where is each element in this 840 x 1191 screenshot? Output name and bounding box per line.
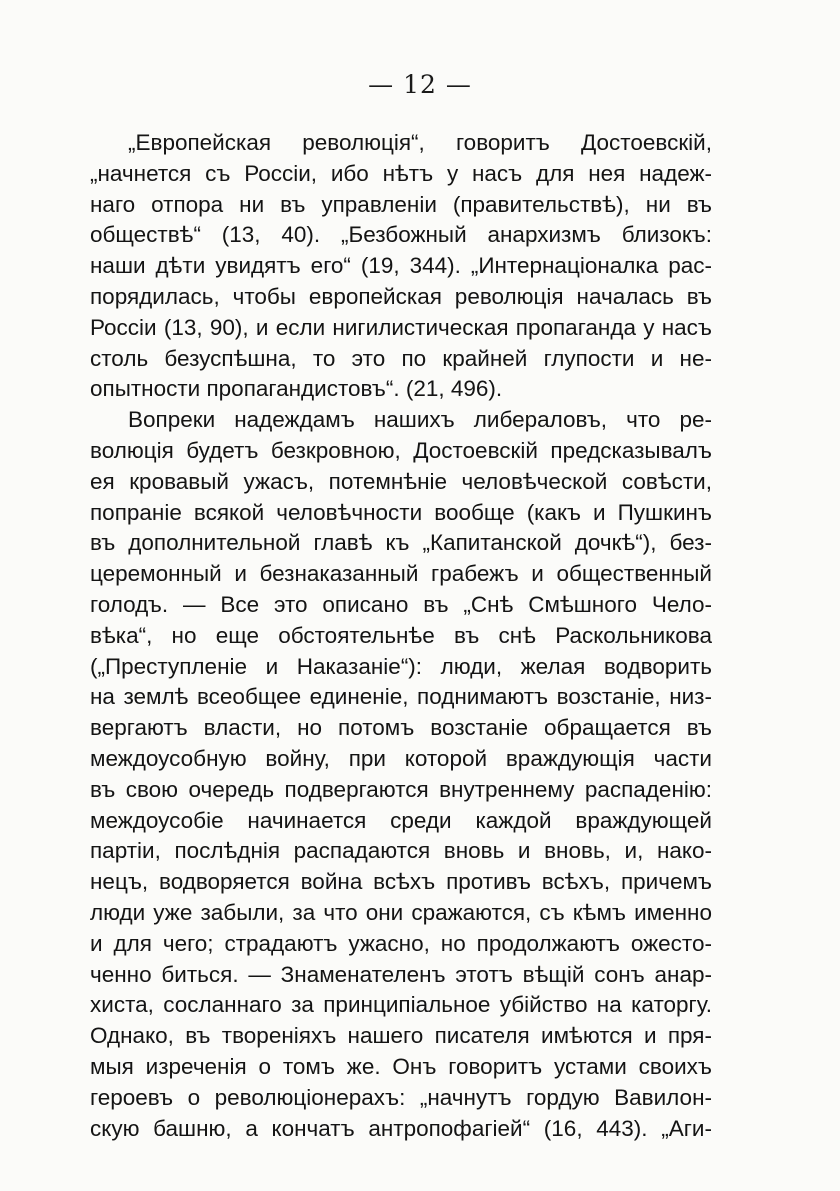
page-number: — 12 —: [368, 70, 472, 99]
text-line: хиста, сосланнаго за принципіальное убійство на каторгу.: [90, 992, 712, 1018]
text-line: вѣка“, но еще обстоятельнѣе въ снѣ Раскольникова: [90, 622, 712, 648]
text-line: наго отпора ни въ управленіи (правительствѣ), ни въ: [90, 191, 712, 217]
text-line: голодъ. — Все это описано въ „Снѣ Смѣшного Чело-: [90, 591, 712, 617]
text-line: мыя изреченія о томъ же. Онъ говоритъ устами своихъ: [90, 1053, 712, 1079]
text-line: скую башню, а кончатъ антропофагіей“ (16, 443). „Аги-: [90, 1115, 712, 1141]
paragraph-1: [90, 128, 712, 405]
text-line: ея кровавый ужасъ, потемнѣніе человѣческой совѣсти,: [90, 468, 712, 494]
text-line: междоусобіе начинается среди каждой враждующей: [90, 807, 712, 833]
text-line: „Европейская революція“, говоритъ Достоевскій,: [128, 130, 712, 155]
text-line: нецъ, водворяется война всѣхъ противъ всѣхъ, причемъ: [90, 869, 712, 895]
text-line: Вопреки надеждамъ нашихъ либераловъ, что ре-: [128, 407, 712, 433]
text-line: вергаютъ власти, но потомъ возстаніе обращается въ: [90, 715, 712, 741]
text-line: героевъ о революціонерахъ: „начнутъ гордую Вавилон-: [90, 1084, 712, 1110]
text-line: Россіи (13, 90), и если нигилистическая пропаганда у насъ: [90, 314, 712, 340]
text-line: въ свою очередь подвергаются внутреннему распаденію:: [90, 776, 712, 802]
body-text: [90, 128, 712, 1144]
text-line: обществѣ“ (13, 40). „Безбожный анархизмъ близокъ:: [90, 222, 712, 248]
text-line: партіи, послѣднія распадаются вновь и вновь, и, нако-: [90, 838, 712, 864]
text-line: ченно биться. — Знаменателенъ этотъ вѣщій сонъ анар-: [90, 961, 712, 987]
text-line: церемонный и безнаказанный грабежъ и общественный: [90, 561, 712, 587]
text-line: „начнется съ Россіи, ибо нѣтъ у насъ для нея надеж-: [90, 160, 712, 186]
text-line: порядилась, чтобы европейская революція началась въ: [90, 283, 712, 309]
text-line: междоусобную войну, при которой враждующія части: [90, 745, 712, 771]
text-line: волюція будетъ безкровною, Достоевскій предсказывалъ: [90, 437, 712, 463]
paragraph-2: [90, 405, 712, 1144]
text-line: попраніе всякой человѣчности вообще (какъ и Пушкинъ: [90, 499, 712, 525]
text-line: въ дополнительной главѣ къ „Капитанской дочкѣ“), без-: [90, 530, 712, 556]
text-line: опытности пропагандистовъ“. (21, 496).: [90, 376, 503, 402]
text-line: („Преступленіе и Наказаніе“): люди, желая водворить: [90, 653, 712, 679]
text-line: и для чего; страдаютъ ужасно, но продолжаютъ ожесто-: [90, 930, 712, 956]
text-line: наши дѣти увидятъ его“ (19, 344). „Интернаціоналка рас-: [90, 253, 712, 279]
text-line: люди уже забыли, за что они сражаются, съ кѣмъ именно: [90, 899, 712, 925]
text-line: столь безуспѣшна, то это по крайней глупости и не-: [90, 345, 712, 371]
text-line: на землѣ всеобщее единеніе, поднимаютъ возстаніе, низ-: [90, 684, 712, 710]
text-line: Однако, въ твореніяхъ нашего писателя имѣются и пря-: [90, 1023, 712, 1049]
